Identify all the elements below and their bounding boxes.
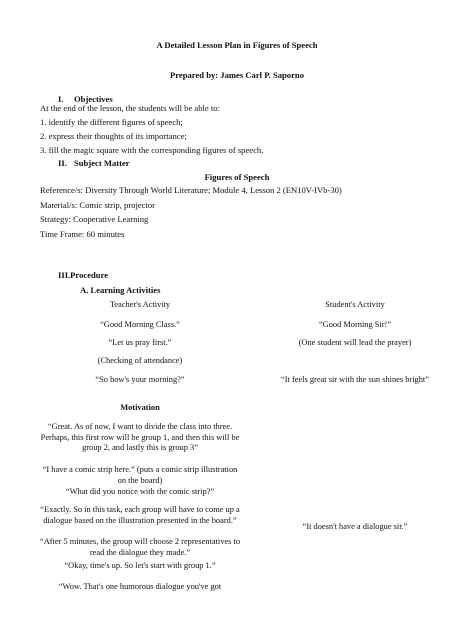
motivation-paragraph: “I have a comic strip here.” (puts a comic strip illustration on the board) — [42, 465, 238, 485]
prepared-by: Prepared by: James Carl P. Saporno — [170, 70, 304, 80]
teacher-line: “So how's your morning?” — [95, 375, 185, 384]
motivation-paragraph: “Great. As of now, I want to divide the class into three. Perhaps, this first row will be group 1, and then this will be group 2, and lastly this is group 3” — [40, 422, 240, 452]
motivation-paragraph: “Okay, time's up. So let's start with group 1.” — [64, 561, 216, 570]
teacher-line: (Checking of attendance) — [97, 356, 183, 365]
materials-line: Material/s: Comic strip, projector — [40, 200, 156, 210]
learning-activities-heading: A. Learning Activities — [80, 285, 161, 295]
student-reply: “It doesn't have a dialogue sir.” — [302, 522, 408, 531]
reference-line: Reference/s: Diversity Through World Literature; Module 4, Lesson 2 (EN10V-IVb-30) — [40, 185, 342, 195]
teacher-activity-header: Teacher's Activity — [109, 300, 171, 309]
time-frame-line: Time Frame: 60 minutes — [40, 229, 125, 239]
procedure-heading: III.Procedure — [58, 270, 109, 280]
strategy-line: Strategy: Cooperative Learning — [40, 214, 149, 224]
subject-heading: Subject Matter — [74, 158, 130, 168]
student-line: “Good Morning Sir!” — [318, 320, 392, 329]
motivation-paragraph: “After 5 minutes, the group will choose 2 representatives to read the dialogue they made.” — [40, 537, 241, 557]
teacher-line: “Good Morning Class.” — [100, 320, 180, 329]
motivation-paragraph: “What did you notice with the comic strip?” — [65, 487, 215, 496]
student-activity-header: Student's Activity — [325, 300, 385, 309]
student-line: (One student will lead the prayer) — [298, 338, 412, 347]
objective-item: 3. fill the magic square with the corresponding figures of speech. — [40, 145, 264, 155]
objectives-heading: Objectives — [74, 94, 113, 104]
motivation-paragraph: “Wow. That's one humorous dialogue you've got — [58, 582, 222, 591]
subject-heading-number: II. — [58, 158, 67, 168]
subject-topic: Figures of Speech — [204, 172, 270, 182]
teacher-line: “Let us pray first.” — [108, 338, 172, 347]
motivation-paragraph: “Exactly. So in this task, each group will have to come up a dialogue based on the illustration presented in the board.” — [40, 505, 240, 525]
objectives-intro: At the end of the lesson, the students will be able to: — [40, 103, 220, 113]
objective-item: 2. express their thoughts of its importance; — [40, 131, 187, 141]
objective-item: 1. identify the different figures of speech; — [40, 117, 183, 127]
student-line: “It feels great sir with the sun shines bright” — [281, 375, 429, 384]
document-title: A Detailed Lesson Plan in Figures of Speech — [156, 40, 318, 50]
motivation-heading: Motivation — [120, 403, 160, 412]
objectives-heading-number: I. — [58, 94, 64, 104]
